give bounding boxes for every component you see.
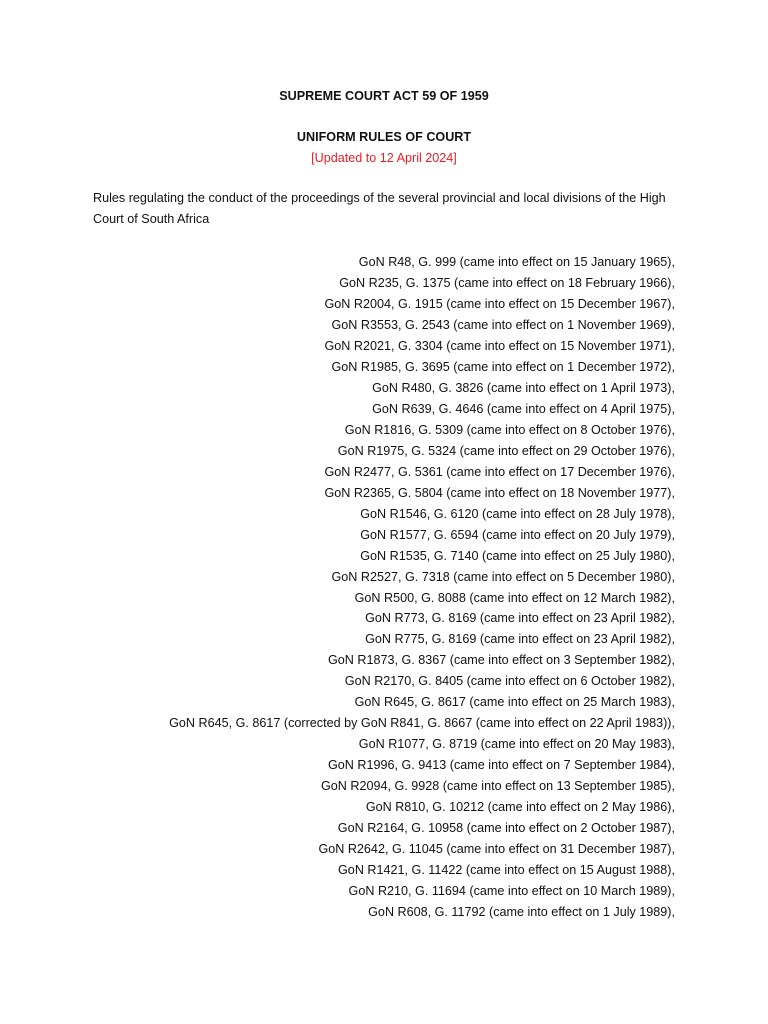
gazette-notice: GoN R1975, G. 5324 (came into effect on 29 October 1976), [337,443,675,458]
gazette-notice: GoN R1577, G. 6594 (came into effect on 20 July 1979), [360,527,675,542]
gazette-notice: GoN R48, G. 999 (came into effect on 15 January 1965), [358,255,675,269]
gazette-notice: GoN R2021, G. 3304 (came into effect on 15 November 1971), [324,338,675,353]
intro-paragraph: Rules regulating the conduct of the proceedings of the several provincial and local divisions of the High Court of South Africa [93,191,666,226]
act-title: SUPREME COURT ACT 59 OF 1959 [279,89,489,103]
gazette-notice: GoN R773, G. 8169 (came into effect on 23 April 1982), [365,611,675,626]
gazette-notice: GoN R1996, G. 9413 (came into effect on 7 September 1984), [328,758,675,773]
gazette-notice: GoN R480, G. 3826 (came into effect on 1 April 1973), [372,380,675,395]
gazette-notice: GoN R1421, G. 11422 (came into effect on 15 August 1988), [338,863,675,878]
gazette-notice: GoN R1873, G. 8367 (came into effect on 3 September 1982), [328,653,675,668]
gazette-notice: GoN R1546, G. 6120 (came into effect on 28 July 1978), [360,506,675,521]
rules-title: UNIFORM RULES OF COURT [296,130,472,144]
gazette-notice: GoN R2164, G. 10958 (came into effect on 2 October 1987), [337,821,675,836]
gazette-notice: GoN R608, G. 11792 (came into effect on 1 July 1989), [368,905,675,920]
gazette-notice: GoN R2004, G. 1915 (came into effect on 15 December 1967), [324,296,675,311]
gazette-notice: GoN R1985, G. 3695 (came into effect on 1 December 1972), [331,359,675,374]
gazette-notice: GoN R500, G. 8088 (came into effect on 12 March 1982), [354,590,675,605]
gazette-notice: GoN R645, G. 8617 (came into effect on 25 March 1983), [354,695,675,710]
gazette-notice: GoN R1816, G. 5309 (came into effect on 8 October 1976), [344,422,675,437]
gazette-notice: GoN R235, G. 1375 (came into effect on 18 February 1966), [339,275,675,290]
gazette-notice: GoN R639, G. 4646 (came into effect on 4 April 1975), [372,401,675,416]
gazette-notice: GoN R810, G. 10212 (came into effect on 2 May 1986), [365,800,675,815]
gazette-notice: GoN R1535, G. 7140 (came into effect on 25 July 1980), [360,548,675,563]
gazette-notice: GoN R3553, G. 2543 (came into effect on 1 November 1969), [331,317,675,332]
gazette-notice: GoN R645, G. 8617 (corrected by GoN R841, G. 8667 (came into effect on 22 April 1983)), [169,716,675,731]
gazette-notice: GoN R2477, G. 5361 (came into effect on 17 December 1976), [324,464,675,479]
gazette-notice: GoN R1077, G. 8719 (came into effect on 20 May 1983), [358,737,675,752]
gazette-notice: GoN R2365, G. 5804 (came into effect on 18 November 1977), [324,485,675,500]
gazette-notice: GoN R210, G. 11694 (came into effect on 10 March 1989), [348,884,675,899]
gazette-notice: GoN R2170, G. 8405 (came into effect on 6 October 1982), [344,674,675,689]
gazette-notice: GoN R2094, G. 9928 (came into effect on 13 September 1985), [320,779,675,794]
gazette-notice: GoN R775, G. 8169 (came into effect on 23 April 1982), [365,632,675,647]
gazette-notice: GoN R2527, G. 7318 (came into effect on 5 December 1980), [331,569,675,584]
gazette-notice: GoN R2642, G. 11045 (came into effect on 31 December 1987), [318,842,675,857]
updated-note: [Updated to 12 April 2024] [311,151,457,165]
